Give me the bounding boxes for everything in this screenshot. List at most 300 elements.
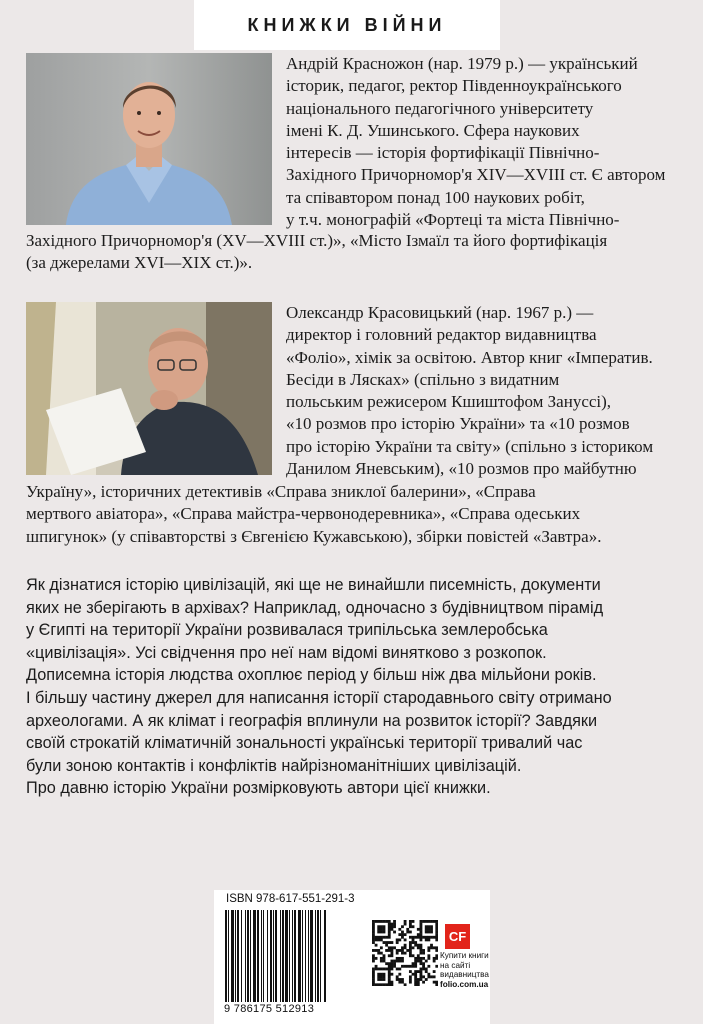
- qr-module: [393, 920, 396, 923]
- qr-module: [380, 938, 383, 941]
- qr-module: [433, 936, 436, 939]
- qr-module: [385, 962, 388, 965]
- qr-module: [422, 920, 425, 923]
- qr-module: [390, 941, 393, 944]
- qr-module: [396, 952, 399, 955]
- qr-module: [383, 957, 386, 960]
- qr-module: [398, 933, 401, 936]
- barcode-bar: [305, 910, 306, 1002]
- qr-module: [422, 975, 425, 978]
- author1-bio-line: (за джерелами XVI—XIX ст.)».: [26, 253, 253, 273]
- qr-module: [435, 931, 438, 934]
- qr-module: [406, 928, 409, 931]
- author2-bio-line: шпигунок» (у співавторстві з Євгенією Кужавською), збірки повістей «Завтра».: [26, 526, 602, 546]
- qr-module: [409, 975, 412, 978]
- qr-module: [372, 973, 375, 976]
- qr-module: [380, 925, 383, 928]
- author1-bio-line: імені К. Д. Ушинського. Сфера наукових: [286, 120, 580, 140]
- qr-module: [430, 931, 433, 934]
- author2-bio-line: директор і головний редактор видавництва: [286, 325, 597, 345]
- barcode-bar: [320, 910, 321, 1002]
- qr-module: [412, 925, 415, 928]
- qr-module: [409, 925, 412, 928]
- qr-module: [420, 923, 423, 926]
- qr-module: [380, 928, 383, 931]
- qr-module: [435, 920, 438, 923]
- qr-module: [393, 946, 396, 949]
- qr-module: [401, 957, 404, 960]
- qr-module: [404, 983, 407, 986]
- qr-module: [409, 920, 412, 923]
- barcode-bar: [282, 910, 284, 1002]
- qr-module: [380, 968, 383, 971]
- qr-module: [435, 946, 438, 949]
- qr-module: [433, 960, 436, 963]
- barcode-bar: [270, 910, 272, 1002]
- qr-module: [422, 981, 425, 984]
- qr-module: [396, 975, 399, 978]
- qr-module: [433, 946, 436, 949]
- qr-module: [390, 946, 393, 949]
- qr-module: [427, 931, 430, 934]
- barcode-bar: [315, 910, 316, 1002]
- qr-module: [396, 938, 399, 941]
- qr-module: [425, 928, 428, 931]
- qr-module: [377, 952, 380, 955]
- author2-bio-line: мертвого авіатора», «Справа майстра-червонодеревника», «Справа одеських: [26, 504, 581, 524]
- qr-module: [393, 931, 396, 934]
- qr-module: [372, 923, 375, 926]
- qr-module: [435, 928, 438, 931]
- qr-module: [409, 970, 412, 973]
- qr-module: [422, 952, 425, 955]
- qr-module: [409, 981, 412, 984]
- publisher-logo: CF: [445, 924, 470, 949]
- qr-module: [420, 968, 423, 971]
- qr-module: [427, 946, 430, 949]
- qr-module: [383, 925, 386, 928]
- qr-module: [375, 938, 378, 941]
- qr-module: [375, 983, 378, 986]
- qr-module: [380, 957, 383, 960]
- author2-bio-line: польським режисером Кшиштофом Зануссі),: [286, 392, 612, 412]
- qr-module: [420, 949, 423, 952]
- qr-module: [383, 954, 386, 957]
- qr-module: [372, 928, 375, 931]
- qr-module: [380, 975, 383, 978]
- qr-module: [406, 949, 409, 952]
- qr-module: [412, 938, 415, 941]
- qr-module: [425, 925, 428, 928]
- qr-module: [430, 946, 433, 949]
- qr-module: [409, 944, 412, 947]
- qr-module: [414, 973, 417, 976]
- qr-module: [414, 975, 417, 978]
- qr-module: [430, 936, 433, 939]
- barcode-bar: [302, 910, 303, 1002]
- qr-module: [375, 965, 378, 968]
- qr-module: [390, 952, 393, 955]
- qr-module: [388, 962, 391, 965]
- summary-line: Дописемна історія людства охоплює період у більш ніж два мільйони років.: [26, 666, 597, 685]
- qr-module: [409, 931, 412, 934]
- qr-module: [377, 931, 380, 934]
- qr-module: [377, 968, 380, 971]
- qr-module: [390, 923, 393, 926]
- author1-bio-continued: [26, 230, 607, 275]
- qr-module: [404, 965, 407, 968]
- qr-module: [430, 975, 433, 978]
- author1-photo: [26, 53, 272, 225]
- qr-module: [420, 970, 423, 973]
- qr-module: [380, 931, 383, 934]
- author1-bio-line: історик, педагог, ректор Південноукраїнського: [286, 76, 622, 96]
- qr-module: [430, 944, 433, 947]
- qr-module: [414, 941, 417, 944]
- qr-module: [372, 970, 375, 973]
- qr-module: [372, 938, 375, 941]
- summary-line: Про давню історію України розмірковують автори цієї книжки.: [26, 779, 491, 798]
- qr-module: [401, 949, 404, 952]
- qr-module: [409, 949, 412, 952]
- qr-module: [414, 981, 417, 984]
- qr-module: [388, 968, 391, 971]
- qr-module: [390, 983, 393, 986]
- qr-module: [430, 925, 433, 928]
- author1-bio-line: Західного Причорномор'я XIV—XVIII ст. Є автором: [286, 165, 666, 185]
- qr-module: [417, 957, 420, 960]
- qr-module: [420, 944, 423, 947]
- barcode-bar: [289, 910, 290, 1002]
- barcode-bar: [294, 910, 296, 1002]
- barcode-bar: [317, 910, 319, 1002]
- qr-module: [422, 936, 425, 939]
- publisher-site-link[interactable]: folio.com.ua: [440, 979, 489, 989]
- qr-module: [422, 968, 425, 971]
- barcode-bar: [247, 910, 249, 1002]
- qr-module: [433, 957, 436, 960]
- qr-module: [401, 952, 404, 955]
- qr-module: [401, 981, 404, 984]
- qr-module: [385, 983, 388, 986]
- qr-module: [398, 949, 401, 952]
- qr-module: [401, 933, 404, 936]
- qr-code[interactable]: [372, 920, 438, 986]
- qr-module: [420, 931, 423, 934]
- qr-module: [425, 938, 428, 941]
- qr-module: [427, 938, 430, 941]
- qr-module: [393, 962, 396, 965]
- qr-module: [409, 946, 412, 949]
- qr-module: [388, 954, 391, 957]
- qr-module: [433, 920, 436, 923]
- qr-module: [425, 920, 428, 923]
- qr-module: [420, 962, 423, 965]
- barcode-bar: [267, 910, 268, 1002]
- qr-module: [390, 949, 393, 952]
- summary-line: І більшу частину джерел для написання історії стародавнього світу отримано: [26, 688, 612, 707]
- qr-module: [390, 962, 393, 965]
- qr-module: [433, 970, 436, 973]
- qr-module: [420, 946, 423, 949]
- qr-module: [427, 973, 430, 976]
- qr-module: [414, 962, 417, 965]
- qr-module: [409, 965, 412, 968]
- qr-module: [380, 978, 383, 981]
- author1-bio-line: національного педагогічного університету: [286, 98, 594, 118]
- qr-module: [427, 975, 430, 978]
- author1-bio-line: Андрій Красножон (нар. 1979 р.) — український: [286, 54, 638, 73]
- qr-module: [401, 978, 404, 981]
- qr-module: [412, 941, 415, 944]
- qr-module: [427, 965, 430, 968]
- qr-module: [417, 936, 420, 939]
- qr-module: [375, 957, 378, 960]
- qr-module: [422, 965, 425, 968]
- qr-module: [377, 936, 380, 939]
- qr-module: [383, 928, 386, 931]
- qr-module: [409, 936, 412, 939]
- qr-module: [372, 936, 375, 939]
- qr-module: [417, 954, 420, 957]
- qr-module: [372, 975, 375, 978]
- qr-module: [396, 949, 399, 952]
- qr-module: [388, 981, 391, 984]
- qr-module: [390, 925, 393, 928]
- author2-bio-line: Бесіди в Лясках» (спільно з видатним: [286, 369, 560, 389]
- qr-module: [404, 923, 407, 926]
- qr-module: [372, 960, 375, 963]
- qr-module: [435, 949, 438, 952]
- qr-module: [404, 933, 407, 936]
- qr-module: [417, 983, 420, 986]
- qr-module: [417, 946, 420, 949]
- summary-line: своїй строкатій кліматичній зональності українські території тривалий час: [26, 734, 583, 753]
- qr-module: [417, 928, 420, 931]
- barcode-bar: [285, 910, 288, 1002]
- qr-module: [433, 981, 436, 984]
- qr-module: [412, 965, 415, 968]
- qr-module: [420, 975, 423, 978]
- qr-module: [372, 941, 375, 944]
- qr-module: [372, 949, 375, 952]
- buy-online-note: [440, 951, 490, 989]
- qr-module: [420, 952, 423, 955]
- qr-module: [372, 968, 375, 971]
- barcode-bar: [253, 910, 256, 1002]
- qr-module: [372, 931, 375, 934]
- qr-module: [377, 973, 380, 976]
- qr-module: [414, 970, 417, 973]
- qr-module: [435, 933, 438, 936]
- qr-module: [398, 928, 401, 931]
- qr-module: [409, 952, 412, 955]
- qr-module: [385, 949, 388, 952]
- buy-line: Купити книги: [440, 951, 489, 960]
- barcode-bar: [310, 910, 313, 1002]
- qr-module: [422, 957, 425, 960]
- qr-module: [409, 923, 412, 926]
- ean-barcode: [225, 910, 363, 1002]
- qr-module: [406, 931, 409, 934]
- barcode-bar: [237, 910, 239, 1002]
- qr-module: [377, 975, 380, 978]
- qr-module: [396, 960, 399, 963]
- barcode-bar: [245, 910, 246, 1002]
- qr-module: [425, 931, 428, 934]
- qr-module: [409, 941, 412, 944]
- qr-module: [417, 933, 420, 936]
- qr-module: [401, 960, 404, 963]
- qr-module: [398, 981, 401, 984]
- qr-module: [412, 920, 415, 923]
- qr-module: [372, 933, 375, 936]
- barcode-panel: [214, 890, 490, 1024]
- qr-module: [404, 944, 407, 947]
- qr-module: [435, 981, 438, 984]
- qr-module: [377, 925, 380, 928]
- qr-module: [435, 938, 438, 941]
- qr-module: [377, 983, 380, 986]
- series-title: КНИЖКИ ВІЙНИ: [194, 0, 500, 50]
- qr-module: [390, 954, 393, 957]
- summary-line: були зоною контактів і конфліктів найрізноманітніших цивілізацій.: [26, 756, 522, 775]
- author1-bio: [286, 53, 665, 231]
- qr-module: [390, 968, 393, 971]
- qr-module: [380, 960, 383, 963]
- qr-module: [417, 960, 420, 963]
- qr-module: [396, 978, 399, 981]
- author2-bio-line: Україну», історичних детективів «Справа зниклої балерини», «Справа: [26, 482, 536, 501]
- qr-module: [393, 960, 396, 963]
- qr-module: [420, 973, 423, 976]
- qr-module: [398, 973, 401, 976]
- qr-module: [383, 975, 386, 978]
- qr-module: [406, 965, 409, 968]
- qr-module: [435, 954, 438, 957]
- summary-line: яких не зберігають в архівах? Наприклад, одночасно з будівництвом пірамід: [26, 598, 604, 617]
- qr-module: [414, 944, 417, 947]
- qr-module: [372, 957, 375, 960]
- qr-module: [412, 954, 415, 957]
- qr-module: [383, 973, 386, 976]
- qr-module: [417, 970, 420, 973]
- qr-module: [372, 981, 375, 984]
- qr-module: [380, 920, 383, 923]
- qr-module: [401, 965, 404, 968]
- qr-module: [388, 973, 391, 976]
- qr-module: [375, 944, 378, 947]
- author1-bio-line: у т.ч. монографій «Фортеці та міста Північно-: [286, 210, 620, 230]
- qr-module: [388, 978, 391, 981]
- qr-module: [390, 965, 393, 968]
- author1-bio-line: інтересів — історія фортифікації Північно-: [286, 143, 600, 163]
- qr-module: [435, 957, 438, 960]
- qr-module: [433, 975, 436, 978]
- qr-module: [425, 968, 428, 971]
- qr-module: [401, 925, 404, 928]
- qr-module: [396, 968, 399, 971]
- qr-module: [388, 965, 391, 968]
- qr-module: [401, 936, 404, 939]
- qr-module: [414, 965, 417, 968]
- qr-module: [435, 936, 438, 939]
- qr-module: [372, 925, 375, 928]
- qr-module: [383, 920, 386, 923]
- qr-module: [390, 928, 393, 931]
- qr-module: [383, 936, 386, 939]
- qr-module: [388, 975, 391, 978]
- qr-module: [404, 946, 407, 949]
- summary-line: «цивілізація». Усі свідчення про неї нам відомі винятково з розкопок.: [26, 643, 547, 662]
- qr-module: [427, 949, 430, 952]
- qr-module: [420, 938, 423, 941]
- qr-module: [388, 983, 391, 986]
- qr-module: [393, 923, 396, 926]
- qr-module: [420, 925, 423, 928]
- barcode-bar: [275, 910, 277, 1002]
- qr-module: [412, 973, 415, 976]
- qr-module: [372, 920, 375, 923]
- qr-module: [377, 928, 380, 931]
- summary-line: археологами. А як клімат і географія вплинули на розвиток історії? Завдяки: [26, 711, 598, 730]
- qr-module: [430, 928, 433, 931]
- qr-module: [420, 936, 423, 939]
- qr-module: [388, 941, 391, 944]
- qr-module: [388, 946, 391, 949]
- qr-module: [412, 962, 415, 965]
- qr-module: [414, 936, 417, 939]
- author2-bio-line: «Фоліо», хімік за освітою. Автор книг «Імператив.: [286, 347, 653, 367]
- qr-module: [388, 949, 391, 952]
- qr-module: [375, 968, 378, 971]
- qr-module: [388, 936, 391, 939]
- qr-module: [388, 970, 391, 973]
- qr-module: [372, 978, 375, 981]
- author1-bio-line: Західного Причорномор'я (XV—XVIII ст.)», «Місто Ізмаїл та його фортифікація: [26, 231, 608, 250]
- qr-module: [383, 968, 386, 971]
- qr-module: [396, 957, 399, 960]
- barcode-bar: [263, 910, 264, 1002]
- qr-module: [404, 952, 407, 955]
- buy-line: видавництва: [440, 970, 489, 980]
- author2-photo: [26, 302, 272, 475]
- summary-line: у Єгипті на території України розвивалася трипільська землеробська: [26, 621, 548, 640]
- qr-module: [390, 960, 393, 963]
- qr-module: [425, 960, 428, 963]
- qr-module: [422, 949, 425, 952]
- qr-module: [427, 954, 430, 957]
- qr-module: [375, 920, 378, 923]
- qr-module: [422, 962, 425, 965]
- qr-module: [388, 920, 391, 923]
- qr-module: [385, 944, 388, 947]
- qr-module: [417, 944, 420, 947]
- qr-module: [435, 965, 438, 968]
- barcode-bar: [273, 910, 274, 1002]
- qr-module: [427, 928, 430, 931]
- qr-module: [383, 931, 386, 934]
- qr-module: [425, 978, 428, 981]
- qr-module: [430, 920, 433, 923]
- qr-module: [404, 938, 407, 941]
- qr-module: [417, 978, 420, 981]
- buy-line: на сайті: [440, 960, 471, 970]
- qr-module: [390, 973, 393, 976]
- barcode-bar: [235, 910, 236, 1002]
- qr-module: [427, 920, 430, 923]
- qr-module: [414, 960, 417, 963]
